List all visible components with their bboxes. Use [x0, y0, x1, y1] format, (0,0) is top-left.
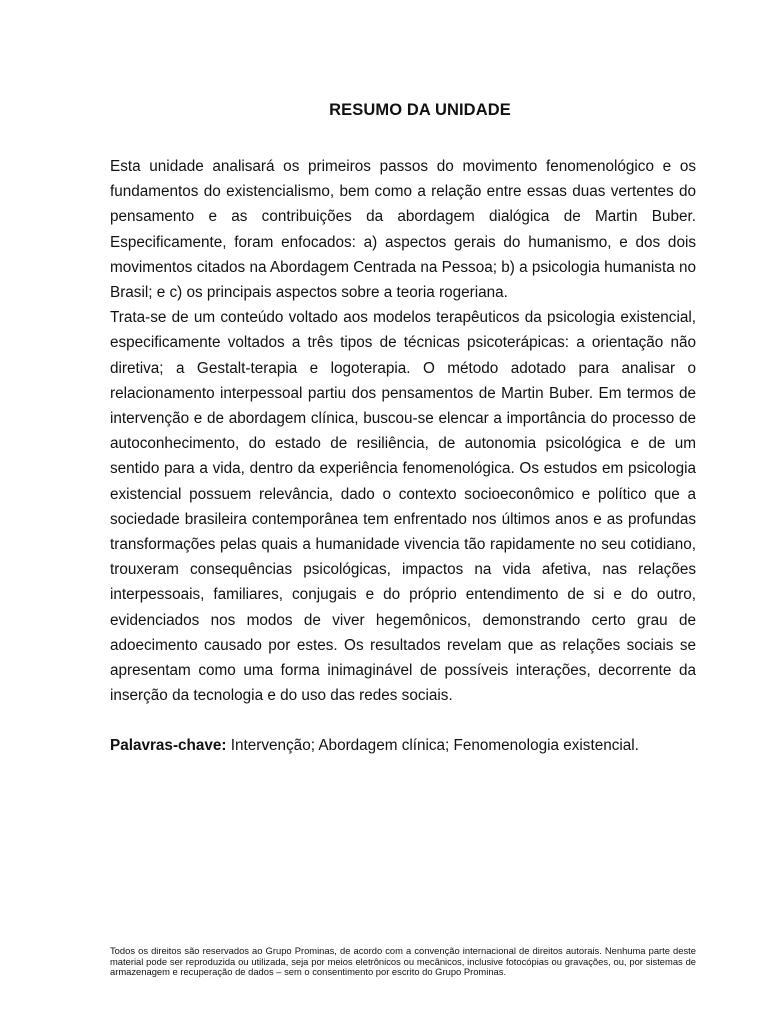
- keywords-line: [110, 736, 710, 756]
- keywords-label: Palavras-chave:: [110, 737, 227, 754]
- keywords-text: Intervenção; Abordagem clínica; Fenomenologia existencial.: [226, 737, 639, 754]
- copyright-footer: Todos os direitos são reservados ao Grupo Prominas, de acordo com a convenção internacional de direitos autorais. Nenhuma parte deste material pode ser reproduzida ou utilizada, seja por meios eletrônicos ou mecânicos, inclusive fotocópias ou gravações, ou, por sistemas de armazenagem e recuperação de dados – sem o consentimento por escrito do Grupo Prominas.: [110, 945, 696, 978]
- summary-body: [110, 154, 696, 708]
- summary-paragraph-1: Esta unidade analisará os primeiros passos do movimento fenomenológico e os fundamentos do existencialismo, bem como a relação entre essas duas vertentes do pensamento e as contribuições da abordagem dialógica de Martin Buber. Especificamente, foram enfocados: a) aspectos gerais do humanismo, e dos dois movimentos citados na Abordagem Centrada na Pessoa; b) a psicologia humanista no Brasil; e c) os principais aspectos sobre a teoria rogeriana.: [110, 158, 696, 302]
- summary-paragraph-2: Trata-se de um conteúdo voltado aos modelos terapêuticos da psicologia existencial, especificamente voltados a três tipos de técnicas psicoterápicas: a orientação não diretiva; a Gestalt-terapia e logoterapia. O método adotado para analisar o relacionamento interpessoal partiu dos pensamentos de Martin Buber. Em termos de intervenção e de abordagem clínica, buscou-se elencar a importância do processo de autoconhecimento, do estado de resiliência, de autonomia psicológica e de um sentido para a vida, dentro da experiência fenomenológica. Os estudos em psicologia existencial possuem relevância, dado o contexto socioeconômico e político que a sociedade brasileira contemporânea tem enfrentado nos últimos anos e as profundas transformações pelas quais a humanidade vivencia tão rapidamente no seu cotidiano, trouxeram consequências psicológicas, impactos na vida afetiva, nas relações interpessoais, familiares, conjugais e do próprio entendimento de si e do outro, evidenciados nos modos de viver hegemônicos, demonstrando certo grau de adoecimento causado por estes. Os resultados revelam que as relações sociais se apresentam como uma forma inimaginável de possíveis interações, decorrente da inserção da tecnologia e do uso das redes sociais.: [110, 309, 696, 705]
- page-title: RESUMO DA UNIDADE: [329, 101, 511, 119]
